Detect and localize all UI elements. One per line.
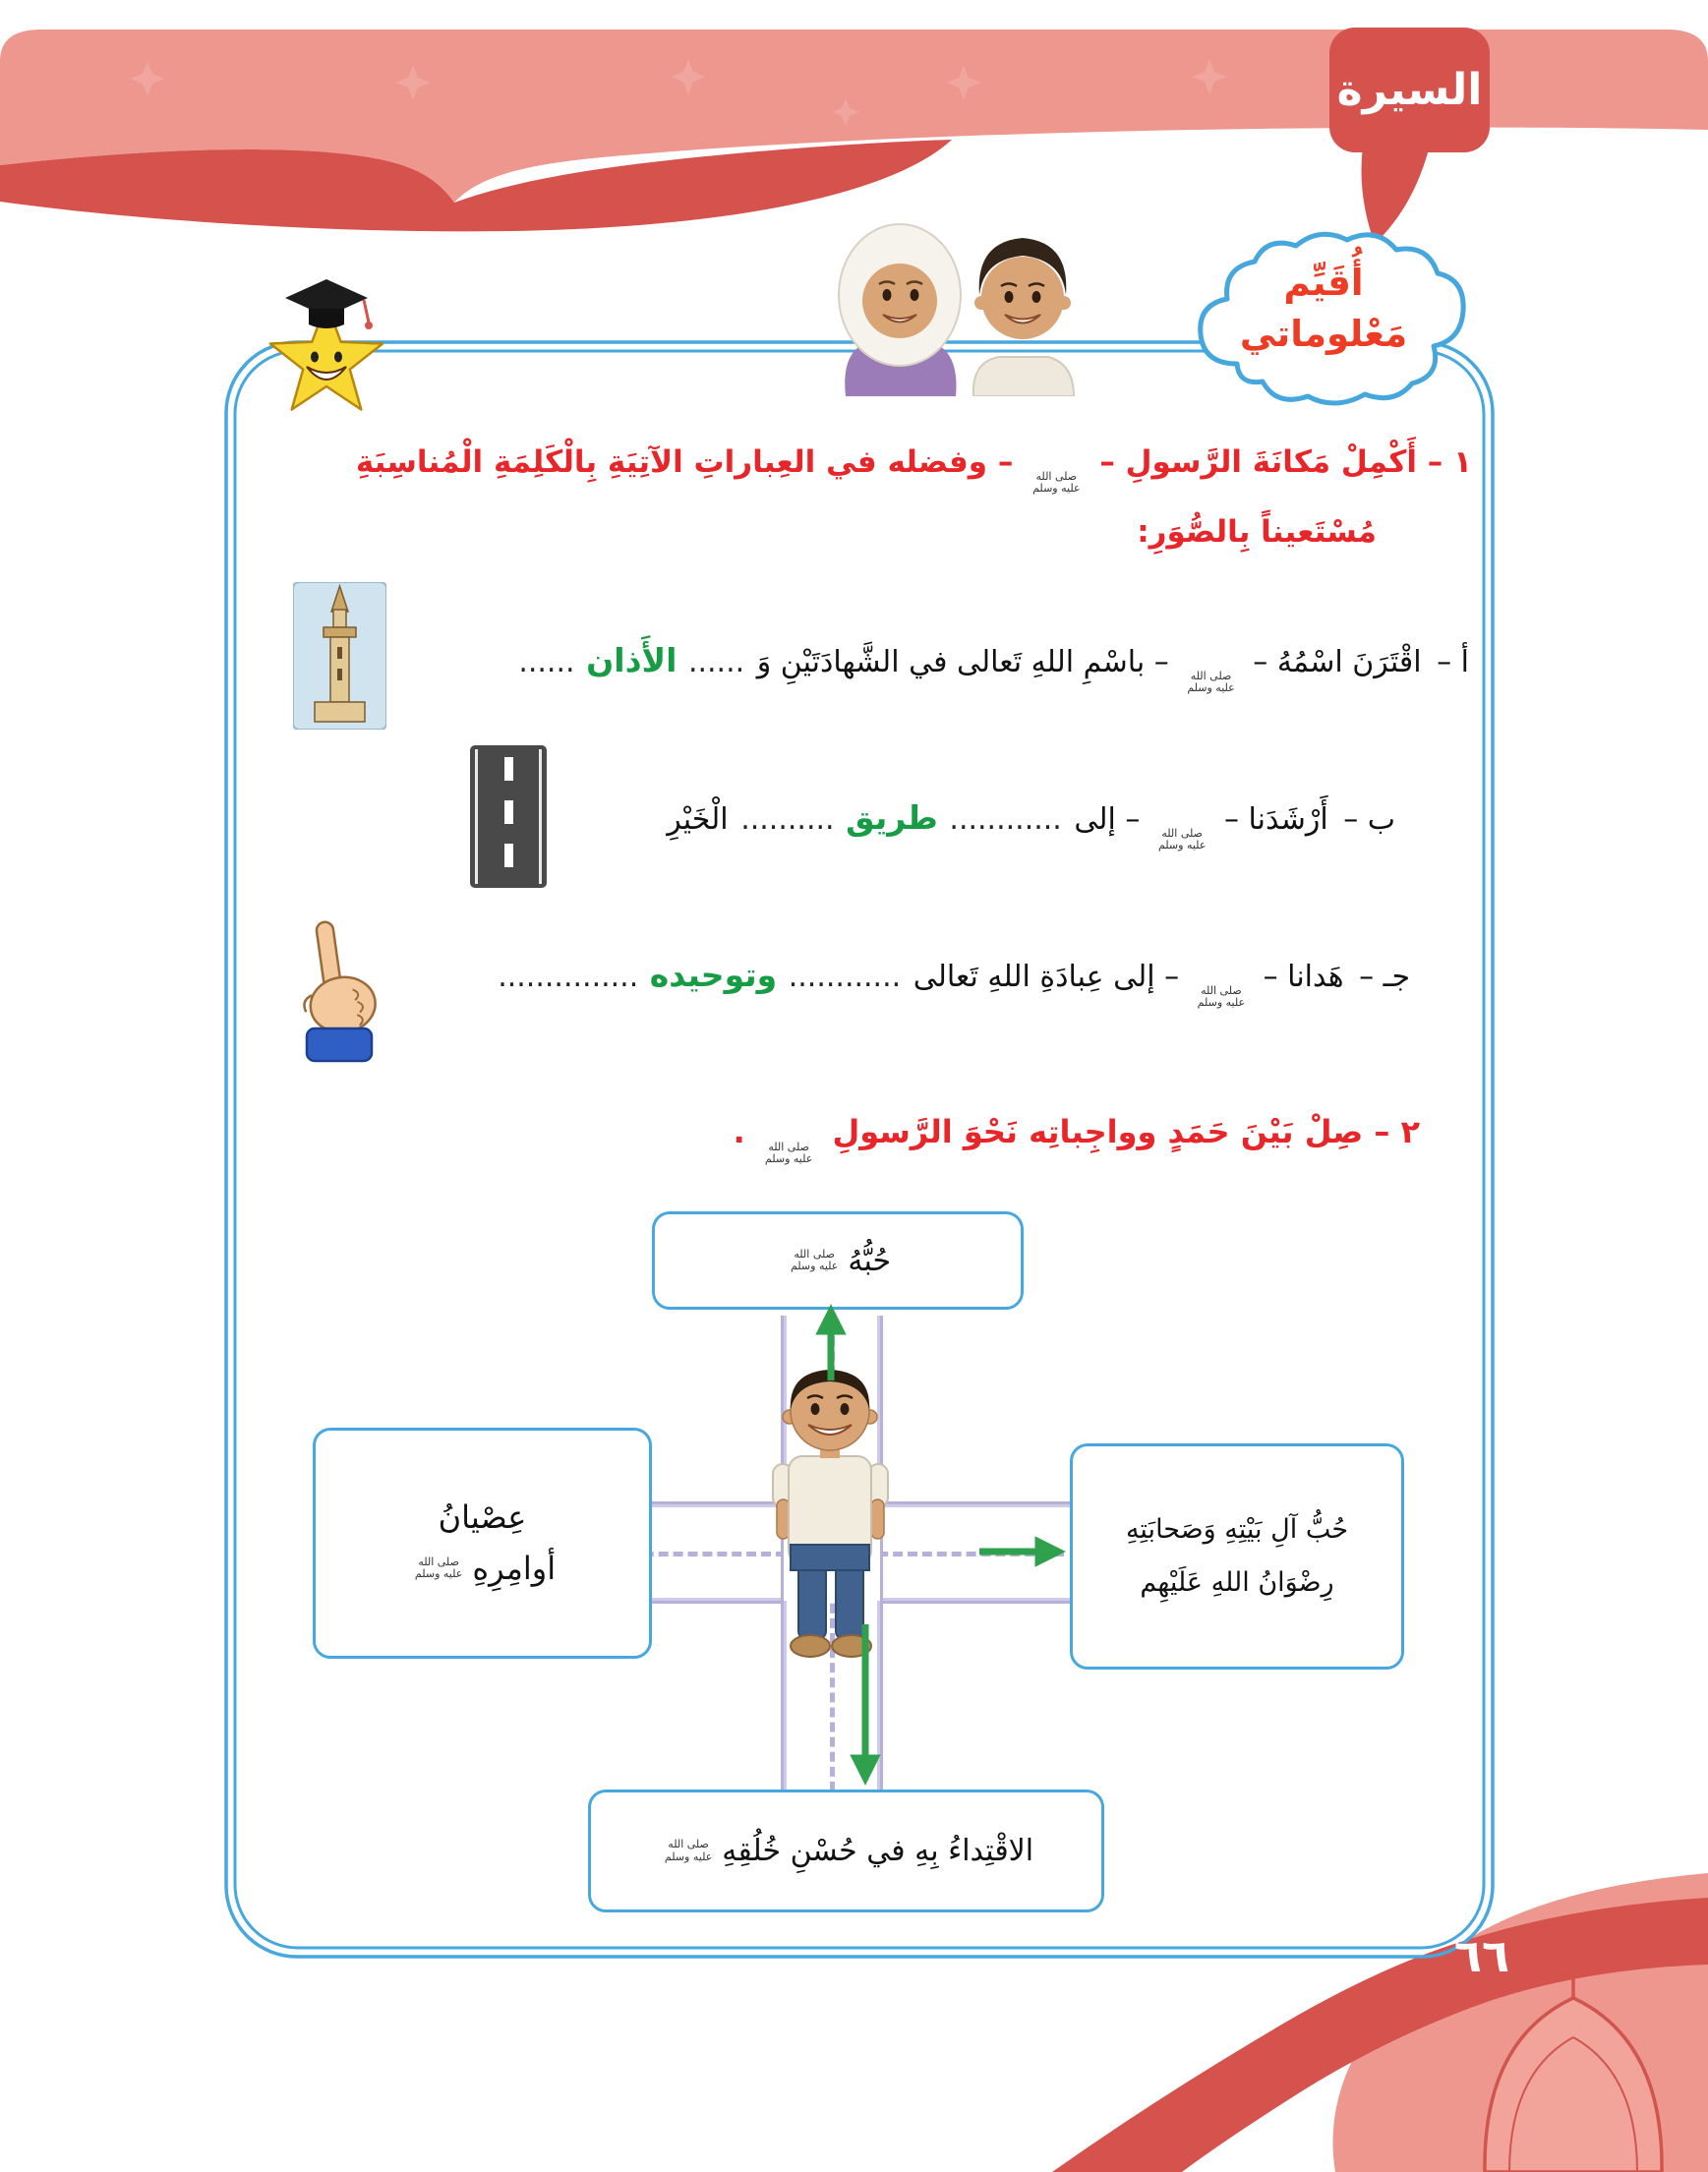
dots: .......... (740, 802, 835, 837)
answer-blank-b[interactable] (732, 798, 1062, 837)
pbuh-mark: صلى الله عليه وسلم (414, 1556, 463, 1581)
section-tab: السيرة (1329, 28, 1490, 152)
page-number: ٦٦ (1453, 1929, 1510, 1982)
road-image (470, 745, 547, 888)
q2-tail: . (733, 1113, 745, 1150)
answer-text-a: الأَذان (586, 641, 677, 679)
answer-blank-c[interactable] (498, 956, 902, 994)
box-left-line2: أوامِرِهِ (472, 1549, 557, 1587)
pbuh-mark: صلى الله عليه وسلم (1187, 670, 1235, 695)
boy-crossroads-illustration (739, 1362, 921, 1662)
children-illustration (826, 205, 1101, 396)
item-b-pre: أَرْشَدَنا – (1223, 802, 1328, 837)
pbuh-mark: صلى الله عليه وسلم (764, 1141, 813, 1166)
item-b-post: – إلى (1074, 802, 1141, 837)
question-1-line1 (353, 444, 1475, 495)
graduate-star-icon (258, 264, 395, 431)
pointing-finger-icon (283, 907, 396, 1064)
item-b-label: ب – (1343, 802, 1395, 837)
item-c-pre: هَدانا – (1263, 960, 1344, 994)
badge-title (1176, 258, 1471, 360)
item-b-tail: الْخَيْرِ (667, 802, 729, 837)
pbuh-mark: صلى الله عليه وسلم (1032, 470, 1081, 496)
badge-line2: مَعْلوماتي (1239, 312, 1408, 355)
box-top-text: حُبُّهُ (848, 1243, 892, 1278)
box-left-line1: عِصْيانُ (438, 1498, 527, 1537)
item-a-label: أ – (1437, 645, 1469, 679)
dots: ...... (687, 645, 745, 679)
item-c-post: – إلى عِبادَةِ اللهِ تَعالى (913, 960, 1180, 994)
question-1-line2: مُسْتَعيناً بِالصُّوَرِ: (1137, 514, 1377, 551)
dots: ............... (498, 960, 639, 994)
diagram-box-follow-character[interactable] (588, 1790, 1104, 1912)
answer-text-b: طريق (846, 798, 938, 837)
item-c-label: جـ – (1359, 960, 1410, 994)
box-bottom-text: الاقْتِداءُ بِهِ في حُسْنِ خُلُقِهِ (722, 1834, 1034, 1868)
dots: ...... (518, 645, 575, 679)
pbuh-mark: صلى الله عليه وسلم (790, 1247, 839, 1272)
diagram-box-love-him[interactable] (652, 1211, 1024, 1310)
q1-text-post: – وفضله في العِباراتِ الآتِيَةِ بِالْكَلِمَةِ الْمُناسِبَةِ (355, 444, 1014, 480)
diagram-box-love-family-companions[interactable] (1070, 1443, 1404, 1670)
pbuh-mark: صلى الله عليه وسلم (1197, 984, 1246, 1010)
answer-text-c: وتوحيده (649, 956, 778, 994)
box-right-line2: رِضْوَانُ اللهِ عَلَيْهِم (1140, 1567, 1334, 1598)
fill-blank-item-a (512, 641, 1472, 694)
dots: ............ (788, 960, 902, 994)
q2-text: ٢ – صِلْ بَيْنَ حَمَدٍ وواجِباتِه نَحْوَ الرَّسولِ (832, 1113, 1420, 1150)
fill-blank-item-c (492, 956, 1413, 1009)
box-right-line1: حُبُّ آلِ بَيْتِهِ وَصَحابَتِهِ (1125, 1514, 1349, 1545)
diagram-box-disobey-orders[interactable] (313, 1428, 652, 1659)
question-2-title (731, 1113, 1423, 1165)
fill-blank-item-b (664, 798, 1398, 851)
question-1-title (353, 444, 1475, 550)
answer-blank-a[interactable] (518, 641, 745, 679)
minaret-image (293, 582, 386, 730)
q1-text-pre: ١ – أَكْمِلْ مَكانَةَ الرَّسولِ – (1099, 444, 1472, 480)
pbuh-mark: صلى الله عليه وسلم (1157, 827, 1207, 852)
dots: ............ (949, 802, 1062, 837)
pbuh-mark: صلى الله عليه وسلم (664, 1838, 713, 1863)
item-a-post: – باسْمِ اللهِ تَعالى في الشَّهادَتَيْنِ وَ (756, 645, 1169, 679)
item-a-pre: اقْتَرَنَ اسْمُهُ – (1253, 645, 1422, 679)
badge-line1: أُقَيِّم (1283, 262, 1364, 304)
